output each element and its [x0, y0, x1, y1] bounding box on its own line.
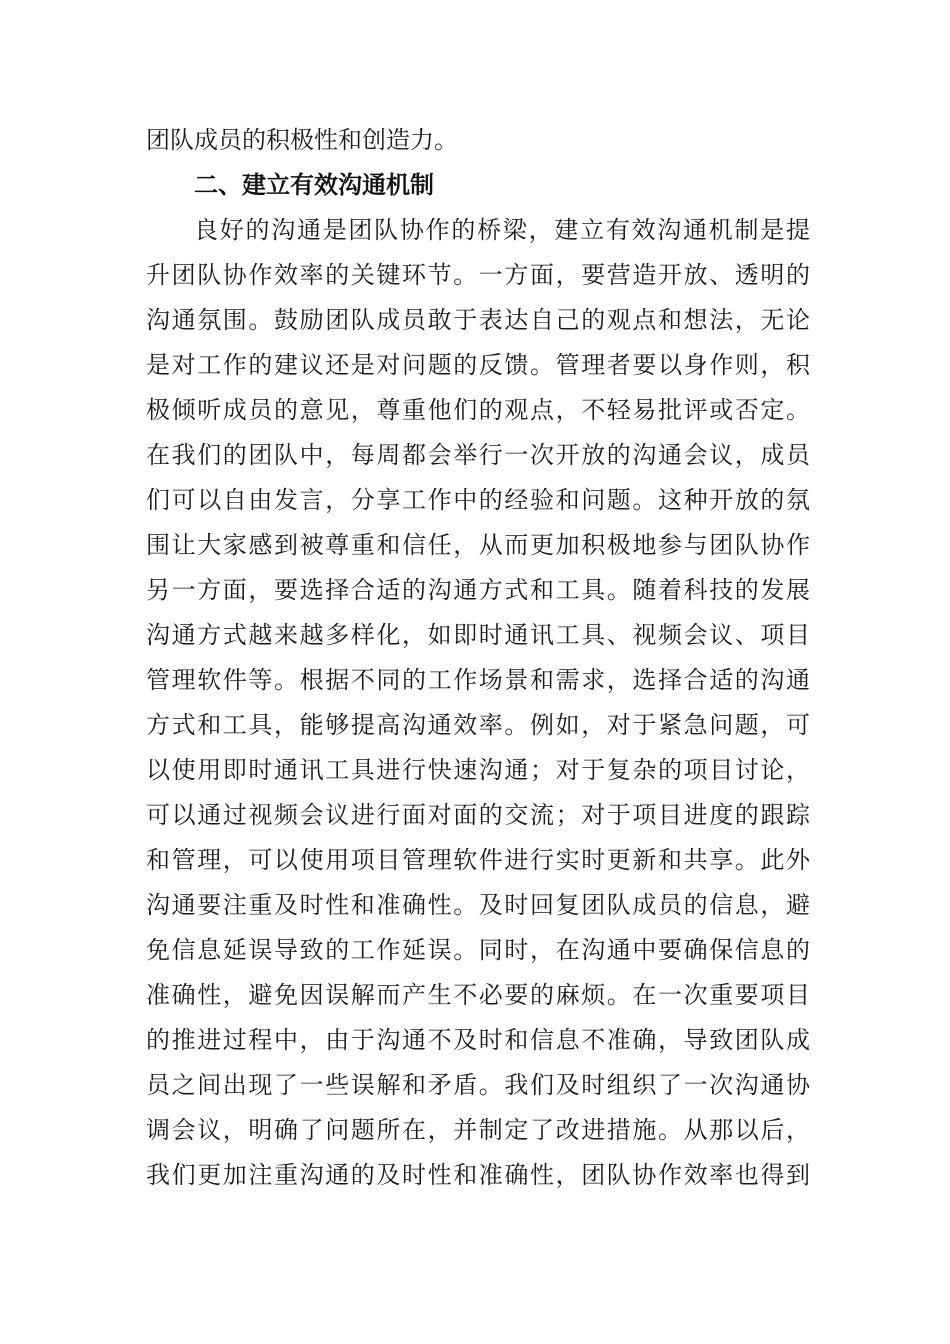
section-heading: 二、建立有效沟通机制	[194, 171, 434, 199]
text-line: 免信息延误导致的工作延误。同时，在沟通中要确保信息的	[146, 936, 810, 964]
text-line: 调会议，明确了问题所在，并制定了改进措施。从那以后，	[146, 1116, 810, 1144]
text-line: 团队成员的积极性和创造力。	[146, 126, 458, 154]
text-line: 我们更加注重沟通的及时性和准确性，团队协作效率也得到	[146, 1161, 810, 1189]
text-line: 围让大家感到被尊重和信任，从而更加积极地参与团队协作	[146, 531, 810, 559]
text-line: 的推进过程中，由于沟通不及时和信息不准确，导致团队成	[146, 1026, 810, 1054]
text-line: 管理软件等。根据不同的工作场景和需求，选择合适的沟通	[146, 666, 810, 694]
text-line: 在我们的团队中，每周都会举行一次开放的沟通会议，成员	[146, 441, 810, 469]
text-line: 沟通要注重及时性和准确性。及时回复团队成员的信息，避	[146, 891, 810, 919]
text-line: 升团队协作效率的关键环节。一方面，要营造开放、透明的	[146, 261, 810, 289]
text-line: 准确性，避免因误解而产生不必要的麻烦。在一次重要项目	[146, 981, 810, 1009]
text-line: 另一方面，要选择合适的沟通方式和工具。随着科技的发展	[146, 576, 810, 604]
text-line: 以使用即时通讯工具进行快速沟通；对于复杂的项目讨论，	[146, 756, 810, 784]
text-line: 沟通氛围。鼓励团队成员敢于表达自己的观点和想法，无论	[146, 306, 810, 334]
text-line: 和管理，可以使用项目管理软件进行实时更新和共享。此外	[146, 846, 810, 874]
text-line: 员之间出现了一些误解和矛盾。我们及时组织了一次沟通协	[146, 1071, 810, 1099]
text-line: 极倾听成员的意见，尊重他们的观点，不轻易批评或否定。	[146, 396, 810, 424]
text-line: 是对工作的建议还是对问题的反馈。管理者要以身作则，积	[146, 351, 810, 379]
text-line: 良好的沟通是团队协作的桥梁，建立有效沟通机制是提	[194, 216, 810, 244]
text-line: 方式和工具，能够提高沟通效率。例如，对于紧急问题，可	[146, 711, 810, 739]
text-line: 可以通过视频会议进行面对面的交流；对于项目进度的跟踪	[146, 801, 810, 829]
text-line: 们可以自由发言，分享工作中的经验和问题。这种开放的氛	[146, 486, 810, 514]
text-line: 沟通方式越来越多样化，如即时通讯工具、视频会议、项目	[146, 621, 810, 649]
